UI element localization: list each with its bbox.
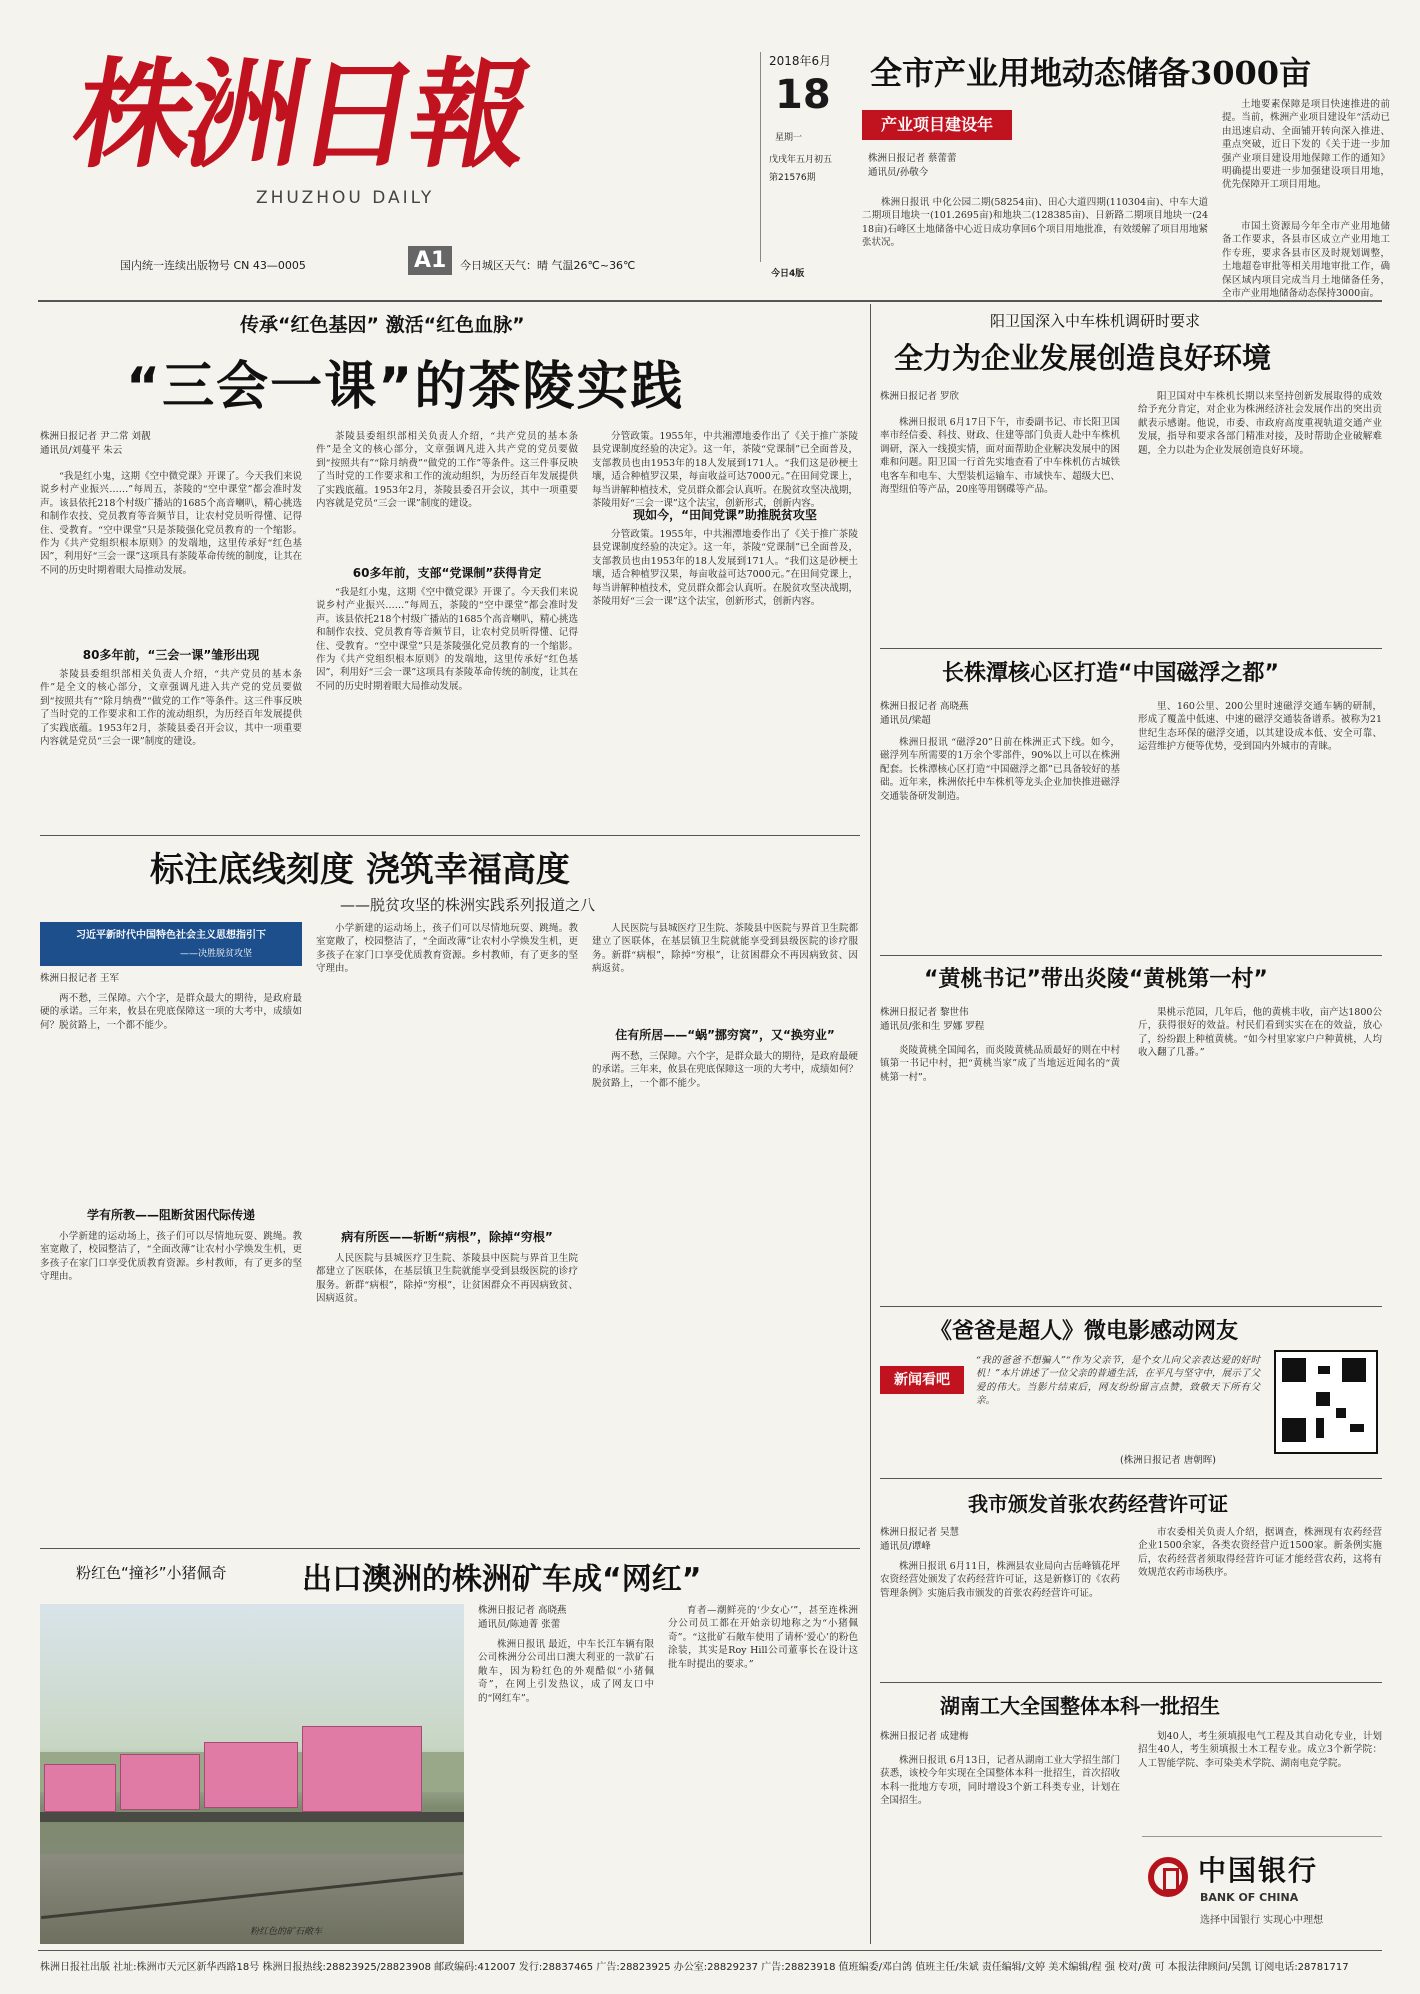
masthead-title: 株洲日報 (63, 45, 537, 184)
story4-col1b: 小学新建的运动场上，孩子们可以尽情地玩耍、跳绳。教室宽敞了，校园整洁了，“全面改薄”让农村小学焕发生机，更多孩子在家门口享受优质教育资源。乡村教师，有了更多的坚守理由。 (40, 1231, 302, 1283)
story4-col3: 人民医院与县城医疗卫生院、茶陵县中医院与界首卫生院都建立了医联体，在基层镇卫生院就能享受到县级医院的诊疗服务。新群“病根”，除掉“穷根”，让贫困群众不再因病致贫、因病返贫。 (592, 923, 859, 975)
lead-byline: 株洲日报记者 蔡蕾蕾 通讯员/孙敬今 (868, 153, 957, 178)
story2-kicker: 阳卫国深入中车株机调研时要求 (990, 312, 1201, 330)
story7-headline: 我市颁发首张农药经营许可证 (968, 1492, 1228, 1516)
story4-sub3: 住有所居——“蜗”挪穷窝”，又“换穷业” (615, 1028, 835, 1042)
divider (40, 1548, 860, 1549)
story9-byline: 株洲日报记者 高晓燕 通讯员/陈迪菁 张蕾 (478, 1605, 567, 1630)
story7-byline: 株洲日报记者 吴慧 通讯员/谭峰 (880, 1527, 960, 1552)
story9-headline: 出口澳洲的株洲矿车成“网红” (302, 1562, 702, 1597)
bank-ad[interactable] (1142, 1836, 1382, 1941)
story2-col1: 株洲日报讯 6月17日下午，市委副书记、市长阳卫国率市经信委、科技、财政、住建等部门负责人赴中车株机调研，深入一线摸实情，面对面帮助企业解决发展中的困难和问题。阳卫国一行首先实地查看了中车株机仿古城铁电客车和电车、大型装机运输车、市域快车、超级大巴、海型纽伯等产品，20座等用钢碟等产品。 (880, 417, 1120, 496)
story-pink-wagon (40, 1554, 860, 1946)
series-tag-label: 习近平新时代中国特色社会主义思想指引下 (76, 930, 266, 941)
story4-headline: 标注底线刻度 浇筑幸福高度 (150, 850, 570, 890)
date-weekday: 星期一 (775, 133, 803, 143)
divider (880, 1682, 1382, 1683)
story2-headline: 全力为企业发展创造良好环境 (894, 341, 1272, 375)
column-divider (870, 304, 871, 1944)
masthead-pinyin: ZHUZHOU DAILY (256, 188, 435, 208)
story1-col1b: 茶陵县委组织部相关负责人介绍，“共产党员的基本条件”是全文的核心部分，文章强调凡进入共产党的党员要做到“按照共有”“除月纳费”“做党的工作”等条件。这三件事反映了当时党的工作要求和工作的流动组织，为历经百年发展提供了实践底蕴。1953年2月，茶陵县委召开会议，其中一项重要内容就是党员“三会一课”制度的建设。 (40, 669, 302, 748)
series-tag (40, 922, 302, 966)
photo-caption: 粉红色的矿石敞车 (250, 1927, 323, 1937)
bank-logo-icon (1148, 1857, 1188, 1897)
story-university (880, 1690, 1382, 1944)
story-poverty (40, 842, 860, 1542)
story4-col2b: 人民医院与县城医疗卫生院、茶陵县中医院与界首卫生院都建立了医联体，在基层镇卫生院就能享受到县级医院的诊疗服务。新群“病根”，除掉“穷根”，让贫困群众不再因病致贫、因病返贫。 (316, 1253, 578, 1305)
story-maglev (880, 656, 1382, 951)
story3-byline: 株洲日报记者 高晓燕 通讯员/梁超 (880, 701, 969, 726)
story8-headline: 湖南工大全国整体本科一批招生 (940, 1694, 1220, 1718)
story-microfilm (880, 1314, 1382, 1474)
column-tag: 产业项目建设年 (862, 110, 1012, 140)
story4-byline: 株洲日报记者 王军 (40, 973, 120, 984)
story9-col1: 株洲日报讯 最近，中车长江车辆有限公司株洲分公司出口澳大利亚的一款矿石敞车，因为粉红色的外观酷似“小猪佩奇”，在网上引发热议，成了网友口中的“网红车”。 (478, 1639, 654, 1704)
story5-byline: 株洲日报记者 黎世伟 通讯员/张和生 罗娜 罗程 (880, 1007, 985, 1032)
story1-col2b: “我是红小鬼，这期《空中微党课》开课了。今天我们来说说乡村产业振兴……”每周五，茶陵的“空中课堂”都会准时发声。该县依托218个村级广播站的1685个高音喇叭，精心挑选和制作农技、党员教育等音频节目，让农村党员听得懂、记得住、受教育。“空中课堂”只是茶陵强化党员教育的一个缩影。作为《共产党组织根本原则》的发端地，这里传承好“红色基因”，利用好“三会一课”这项具有茶陵革命传统的制度，让其在不同的历史时期着眼大局推动发展。 (316, 587, 578, 692)
story1-sub2: 60多年前，支部“党课制”获得肯定 (352, 566, 542, 580)
story5-headline: “黄桃书记”带出炎陵“黄桃第一村” (924, 967, 1268, 992)
story2-byline: 株洲日报记者 罗欣 (880, 391, 960, 402)
story1-byline: 株洲日报记者 尹二常 刘靓 通讯员/刘蔓平 朱云 (40, 431, 151, 456)
divider (880, 955, 1382, 956)
divider (38, 300, 1382, 302)
issue-number: 第21576期 (769, 173, 816, 183)
masthead (40, 20, 850, 279)
cn-number: 国内统一连续出版物号 CN 43—0005 (120, 259, 306, 272)
story6-credit: (株洲日报记者 唐朝晖) (1120, 1455, 1216, 1466)
footer-text: 株洲日报社出版 社址:株洲市天元区新华西路18号 株洲日报热线:28823925/28823908 邮政编码:412007 发行:28837465 广告:28823925 办公室:28829237 广告:28823918 值班编委/邓白鸽 值班主任/朱斌 责任编辑/文婷 美术编辑/程 强 校对/黄 可 本报法律顾问/吴凯 订阅电话:28781717 (40, 1962, 1349, 1973)
story7-col2: 市农委相关负责人介绍，据调查，株洲现有农药经营企业1500余家，各类农资经营户近1500家。新条例实施后，农药经营者须取得经营许可证才能经营农药，这将有效规范农药市场秩序。 (1138, 1527, 1382, 1579)
bank-slogan: 选择中国银行 实现心中理想 (1200, 1915, 1324, 1926)
story8-col1: 株洲日报讯 6月13日，记者从湖南工业大学招生部门获悉，该校今年实现在全国整体本科一批招生，首次招收本科一批地方专项，同时增设3个新工科类专业，计划在全国招生。 (880, 1755, 1120, 1807)
lead-col1: 株洲日报讯 中化公园二期(58254亩)、田心大道四期(110304亩)、中车大道二期项目地块一(101.2695亩)和地块二(128385亩)、日新路二期项目地块一(2418亩)石峰区土地储备中心近日成功拿回6个项目用地批准，有效缓解了项目用地紧张状况。 (862, 197, 1208, 249)
story7-col1: 株洲日报讯 6月11日，株洲县农业局向古岳峰镇花坪农资经营处颁发了农药经营许可证，这是新修订的《农药管理条例》实施后我市颁发的首张农药经营许可证。 (880, 1561, 1120, 1599)
story-sanhui (40, 310, 860, 825)
bank-name: 中国银行 (1198, 1854, 1319, 1887)
story-pesticide (880, 1488, 1382, 1678)
lead-col3: 市国土资源局今年全市产业用地储备工作要求，各县市区成立产业用地工作专班，要求各县市区及时规划调整，土地超卷审批等相关用地审批工作，确保区域内项目完成当月土地储备任务，全市产业用地储备动态保持3000亩。 (1222, 221, 1390, 300)
story4-subtitle: ——脱贫攻坚的株洲实践系列报道之八 (340, 896, 596, 914)
story1-col3b: 分管政策。1955年，中共湘潭地委作出了《关于推广茶陵县党课制度经验的决定》。这一年，茶陵“党课制”已全面普及，支部教员也由1953年的18人发展到171人。“我们这是砂梗土壤，适合种植罗汉果，每亩收益可达7000元。”在田间党课上，每当讲解种植技术，党员群众都会认真听。在脱贫攻坚决战期，茶陵用好“三会一课”这个法宝，创新形式，创新内容。 (592, 529, 859, 608)
story5-col1: 炎陵黄桃全国闻名，而炎陵黄桃品质最好的则在中村镇第一书记中村，把“黄桃当家”成了当地远近闻名的“黄桃第一村”。 (880, 1045, 1120, 1083)
divider (880, 1478, 1382, 1479)
page-number: A1 (408, 246, 452, 275)
story9-kicker: 粉红色“撞衫”小猪佩奇 (76, 1564, 227, 1582)
story-yangweiguo (880, 310, 1382, 645)
story4-sub2: 病有所医——斩断“病根”，除掉“穷根” (341, 1230, 553, 1244)
story1-col1: “我是红小鬼，这期《空中微党课》开课了。今天我们来说说乡村产业振兴……”每周五，茶陵的“空中课堂”都会准时发声。该县依托218个村级广播站的1685个高音喇叭，精心挑选和制作农技、党员教育等音频节目，让农村党员听得懂、记得住、受教育。“空中课堂”只是茶陵强化党员教育的一个缩影。作为《共产党组织根本原则》的发端地，这里传承好“红色基因”，利用好“三会一课”这项具有茶陵革命传统的制度，让其在不同的历史时期着眼大局推动发展。 (40, 471, 302, 576)
story1-kicker: 传承“红色基因” 激活“红色血脉” (240, 314, 525, 336)
story4-col1: 两不愁，三保障。六个字，是群众最大的期待，是政府最硬的承诺。三年来，攸县在兜底保障这一项的大考中，成绩如何？脱贫路上，一个都不能少。 (40, 993, 302, 1031)
lead-headline: 全市产业用地动态储备3000亩 (870, 54, 1312, 92)
story2-col2: 阳卫国对中车株机长期以来坚持创新发展取得的成效给予充分肯定，对企业为株洲经济社会发展作出的突出贡献表示感谢。他说，市委、市政府高度重视轨道交通产业发展，指导和要求各部门精准对接，及时帮助企业破解难题，全力以赴为企业发展创造良好环境。 (1138, 391, 1382, 456)
lead-story (862, 48, 1390, 300)
story4-sub1: 学有所教——阻断贫困代际传递 (86, 1208, 255, 1222)
weather: 今日城区天气：晴 气温26℃~36℃ (460, 259, 636, 272)
date-day: 18 (775, 72, 831, 118)
date-box (760, 52, 843, 279)
pages-today: 今日4版 (771, 269, 805, 279)
divider (880, 1306, 1382, 1307)
story5-col2: 果桃示范园，几年后，他的黄桃丰收，亩产达1800公斤，获得很好的效益。村民们看到实实在在的效益，放心了，纷纷跟上种植黄桃。“如今村里家家户户种黄桃，人均收入翻了几番。” (1138, 1007, 1382, 1059)
story1-sub1: 80多年前，“三会一课”雏形出现 (82, 648, 260, 662)
story8-byline: 株洲日报记者 成建梅 (880, 1731, 969, 1742)
story1-sub3: 现如今，“田间党课”助推脱贫攻坚 (633, 508, 817, 522)
series-tag-sub: ——决胜脱贫攻坚 (180, 949, 253, 959)
divider (40, 835, 860, 836)
date-lunar: 戊戌年五月初五 (769, 155, 833, 165)
news-tag: 新闻看吧 (880, 1366, 964, 1394)
story8-col2: 划40人，考生须填报电气工程及其自动化专业，计划招生40人，考生须填报土木工程专业。成立3个新学院：人工智能学院、李可染美术学院、湖南电竞学院。 (1138, 1731, 1382, 1769)
story4-col3b: 两不愁，三保障。六个字，是群众最大的期待，是政府最硬的承诺。三年来，攸县在兜底保障这一项的大考中，成绩如何？脱贫路上，一个都不能少。 (592, 1051, 859, 1089)
lead-col2: 土地要素保障是项目快速推进的前提。当前，株洲产业项目建设年“活动已由迅速启动、全面铺开转向深入推进、重点突破，近日下发的《关于进一步加强产业项目建设用地保障工作的通知》明确提出要进一步加强建设项目用地，优先保障开工项目用地。 (1222, 99, 1390, 191)
story9-col2: 育者—潮鲜亮的‘少女心’”，甚至连株洲分公司员工都在开始亲切地称之为“小猪佩奇”。“这批矿石敞车使用了请杯‘爱心’的粉色涂装，其实是Roy Hill公司董事长在设计这批车时提出的要求。” (668, 1605, 858, 1670)
story-peach (880, 962, 1382, 1302)
story3-col1: 株洲日报讯 “磁浮20”日前在株洲正式下线。如今，磁浮列车所需要的1万余个零部件，90%以上可以在株洲配套。长株潭核心区打造“中国磁浮之都”已具备较好的基础。近年来，株洲依托中车株机等龙头企业加快推进磁浮交通装备研发制造。 (880, 737, 1120, 802)
story4-col2: 小学新建的运动场上，孩子们可以尽情地玩耍、跳绳。教室宽敞了，校园整洁了，“全面改薄”让农村小学焕发生机，更多孩子在家门口享受优质教育资源。乡村教师，有了更多的坚守理由。 (316, 923, 578, 975)
bank-name-en: BANK OF CHINA (1200, 1891, 1299, 1904)
story1-col2: 茶陵县委组织部相关负责人介绍，“共产党员的基本条件”是全文的核心部分，文章强调凡进入共产党的党员要做到“按照共有”“除月纳费”“做党的工作”等条件。这三件事反映了当时党的工作要求和工作的流动组织，为历经百年发展提供了实践底蕴。1953年2月，茶陵县委召开会议，其中一项重要内容就是党员“三会一课”制度的建设。 (316, 431, 578, 510)
divider (880, 648, 1382, 649)
story6-headline: 《爸爸是超人》微电影感动网友 (930, 1318, 1239, 1344)
story1-col3: 分管政策。1955年，中共湘潭地委作出了《关于推广茶陵县党课制度经验的决定》。这一年，茶陵“党课制”已全面普及，支部教员也由1953年的18人发展到171人。“我们这是砂梗土壤，适合种植罗汉果，每亩收益可达7000元。”在田间党课上，每当讲解种植技术，党员群众都会认真听。在脱贫攻坚决战期，茶陵用好“三会一课”这个法宝，创新形式，创新内容。 (592, 431, 859, 510)
footer-rule (38, 1950, 1382, 1951)
pink-wagon-photo (40, 1604, 464, 1944)
story3-headline: 长株潭核心区打造“中国磁浮之都” (942, 661, 1279, 686)
story6-quote: “我的爸爸不想骗人”“作为父亲节，是个女儿向父亲表达爱的好时机！”本片讲述了一位父亲的普通生活，在平凡与坚守中，展示了父爱的伟大。当影片结束后，网友纷纷留言点赞，致敬天下所有父亲。 (976, 1355, 1260, 1407)
story1-headline: “三会一课”的茶陵实践 (126, 357, 685, 417)
date-line: 2018年6月 (769, 54, 832, 68)
story3-col2: 里、160公里、200公里时速磁浮交通车辆的研制，形成了覆盖中低速、中速的磁浮交通装备谱系。被称为21世纪生态环保的磁浮交通，以其建设成本低、安全可靠、运营维护方便等优势，受到国内外城市的青睐。 (1138, 701, 1382, 753)
qr-code[interactable] (1274, 1350, 1378, 1454)
